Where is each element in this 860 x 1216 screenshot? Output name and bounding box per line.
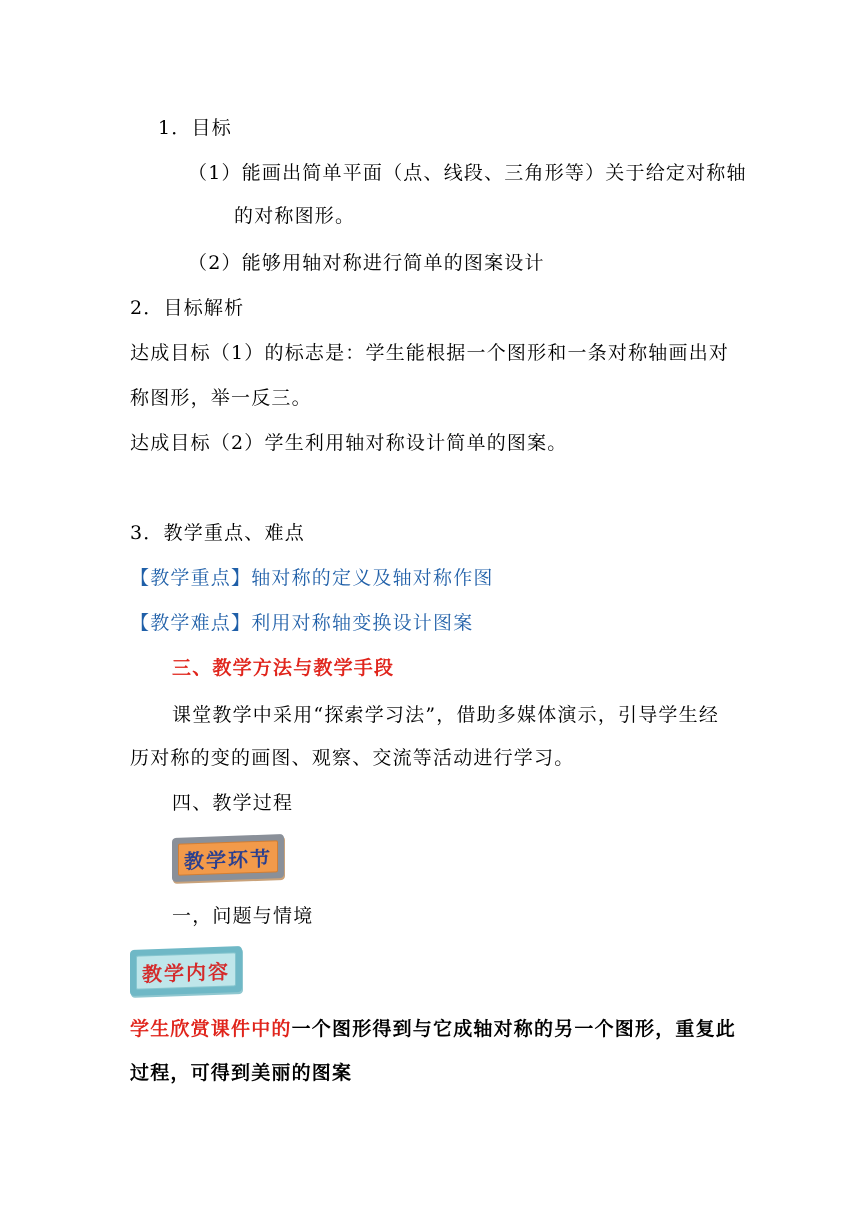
key-point: 【教学重点】轴对称的定义及轴对称作图 [130, 567, 494, 589]
teaching-step-banner [172, 834, 284, 882]
analysis-para-1-line-1: 达成目标（1）的标志是：学生能根据一个图形和一条对称轴画出对 [130, 342, 730, 364]
key-difficult-heading: 3．教学重点、难点 [130, 522, 305, 544]
content-para-line-2: 过程，可得到美丽的图案 [130, 1062, 353, 1084]
goal-item-2: （2）能够用轴对称进行简单的图案设计 [188, 252, 545, 274]
process-heading: 四、教学过程 [172, 792, 294, 814]
analysis-heading: 2．目标解析 [130, 297, 245, 319]
content-para-line-1 [130, 1017, 736, 1041]
problem-context-subheading: 一，问题与情境 [172, 905, 314, 927]
teaching-step-banner-label: 教学环节 [178, 840, 278, 875]
teaching-content-banner-label: 教学内容 [136, 952, 236, 989]
goal-item-1-line-2: 的对称图形。 [234, 205, 356, 227]
methods-para-line-1: 课堂教学中采用“探索学习法”，借助多媒体演示，引导学生经 [172, 704, 720, 726]
content-para-red-text: 学生欣赏课件中的 [130, 1018, 292, 1040]
methods-heading: 三、教学方法与教学手段 [172, 657, 395, 679]
goal-item-1-line-1: （1）能画出简单平面（点、线段、三角形等）关于给定对称轴 [188, 162, 747, 184]
content-para-rest-text: 一个图形得到与它成轴对称的另一个图形，重复此 [291, 1018, 737, 1040]
methods-para-line-2: 历对称的变的画图、观察、交流等活动进行学习。 [130, 747, 575, 769]
teaching-content-banner [130, 946, 242, 996]
goal-heading: 1．目标 [158, 117, 232, 139]
difficult-point: 【教学难点】利用对称轴变换设计图案 [130, 612, 474, 634]
analysis-para-2: 达成目标（2）学生利用轴对称设计简单的图案。 [130, 432, 568, 454]
analysis-para-1-line-2: 称图形，举一反三。 [130, 387, 312, 409]
